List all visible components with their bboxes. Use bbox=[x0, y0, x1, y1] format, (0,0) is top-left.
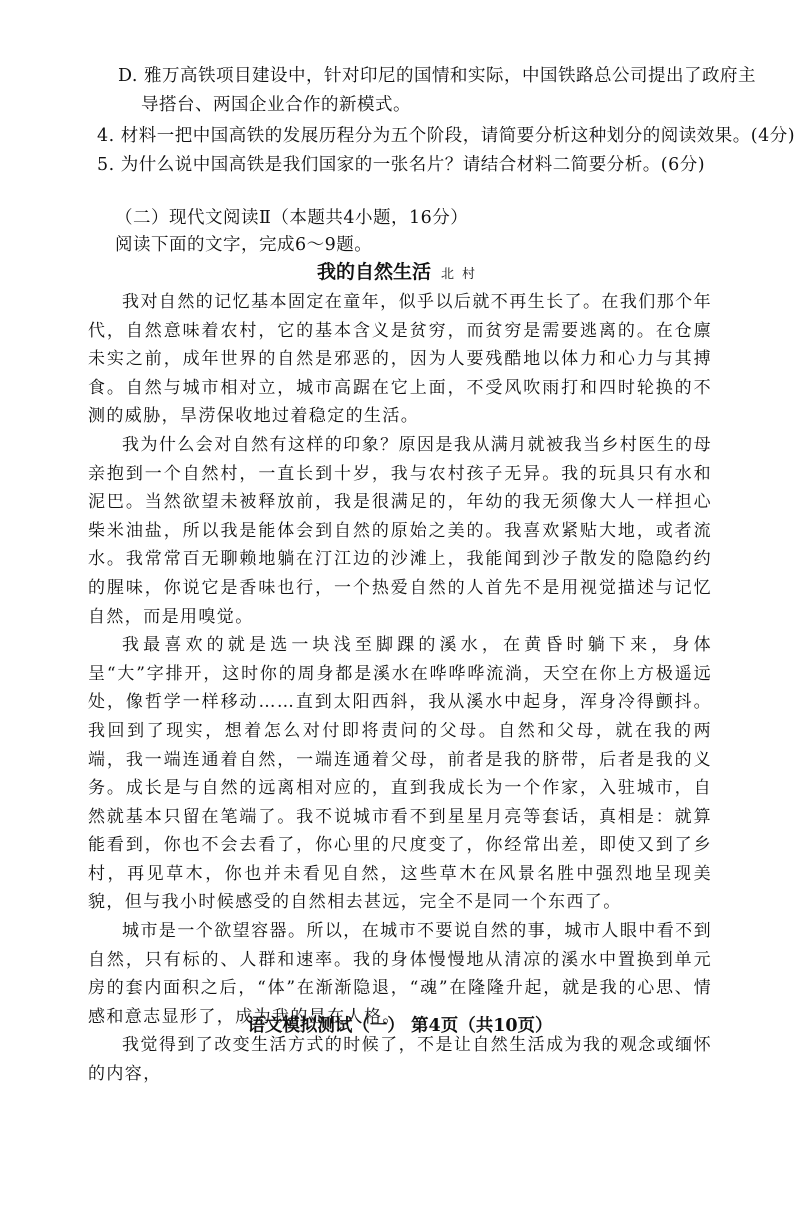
page-footer: 语文模拟测试（一） 第4页（共10页） bbox=[247, 1016, 553, 1036]
article-paragraph-2: 我为什么会对自然有这样的印象？原因是我从满月就被我当乡村医生的母亲抱到一个自然村，一直长到十岁，我与农村孩子无异。我的玩具只有水和泥巴。当然欲望未被释放前，我是很满足的，年幼的我无须像大人一样担心柴米油盐，所以我是能体会到自然的原始之美的。我喜欢紧贴大地，或者流水。我常常百无聊赖地躺在汀江边的沙滩上，我能闻到沙子散发的隐隐约约的腥味，你说它是香味也行，一个热爱自然的人首先不是用视觉描述与记忆自然，而是用嗅觉。 bbox=[88, 434, 712, 627]
question-4: 4. 材料一把中国高铁的发展历程分为五个阶段，请简要分析这种划分的阅读效果。(4分) bbox=[97, 126, 796, 146]
article-author: 北村 bbox=[441, 267, 484, 282]
article-paragraph-3: 我最喜欢的就是选一块浅至脚踝的溪水，在黄昏时躺下来，身体呈“大”字排开，这时你的周身都是溪水在哗哗哗流淌，天空在你上方极遥远处，像哲学一样移动……直到太阳西斜，我从溪水中起身，浑身冷得颤抖。我回到了现实，想着怎么对付即将责问的父母。自然和父母，就在我的两端，我一端连通着自然，一端连通着父母，前者是我的脐带，后者是我的义务。成长是与自然的远离相对应的，直到我成长为一个作家，入驻城市，自然就基本只留在笔端了。我不说城市看不到星星月亮等套话，真相是：就算能看到，你也不会去看了，你心里的尺度变了，你经常出差，即使又到了乡村，再见草木，你也并未看见自然，这些草木在风景名胜中强烈地呈现美貌，但与我小时候感受的自然相去甚远，完全不是同一个东西了。 bbox=[88, 635, 712, 913]
article-paragraph-1: 我对自然的记忆基本固定在童年，似乎以后就不再生长了。在我们那个年代，自然意味着农村，它的基本含义是贫穷，而贫穷是需要逃离的。在仓廪未实之前，成年世界的自然是邪恶的，因为人要残酷地以体力和心力与其搏食。自然与城市相对立，城市高踞在它上面，不受风吹雨打和四时轮换的不测的威胁，旱涝保收地过着稳定的生活。 bbox=[88, 292, 712, 427]
option-d-line1: D. 雅万高铁项目建设中，针对印尼的国情和实际，中国铁路总公司提出了政府主 bbox=[118, 66, 757, 86]
question-5: 5. 为什么说中国高铁是我们国家的一张名片？请结合材料二简要分析。(6分) bbox=[97, 155, 706, 175]
section-instruction: 阅读下面的文字，完成6～9题。 bbox=[115, 235, 373, 255]
article-paragraph-4: 城市是一个欲望容器。所以，在城市不要说自然的事，城市人眼中看不到自然，只有标的、人群和速率。我的身体慢慢地从清凉的溪水中置换到单元房的套内面积之后，“体”在渐渐隐退，“魂”在隆隆升起，就是我的心思、情感和意志显形了，成为我的显在人格。 bbox=[88, 921, 712, 1027]
article-paragraph-5: 我觉得到了改变生活方式的时候了，不是让自然生活成为我的观念或缅怀的内容， bbox=[88, 1035, 712, 1085]
article-title-block bbox=[0, 257, 800, 284]
option-d-line2: 导搭台、两国企业合作的新模式。 bbox=[141, 95, 411, 115]
article-body bbox=[88, 288, 712, 1089]
section-heading: （二）现代文阅读Ⅱ（本题共4小题，16分） bbox=[115, 208, 469, 228]
article-title: 我的自然生活 bbox=[316, 261, 431, 283]
